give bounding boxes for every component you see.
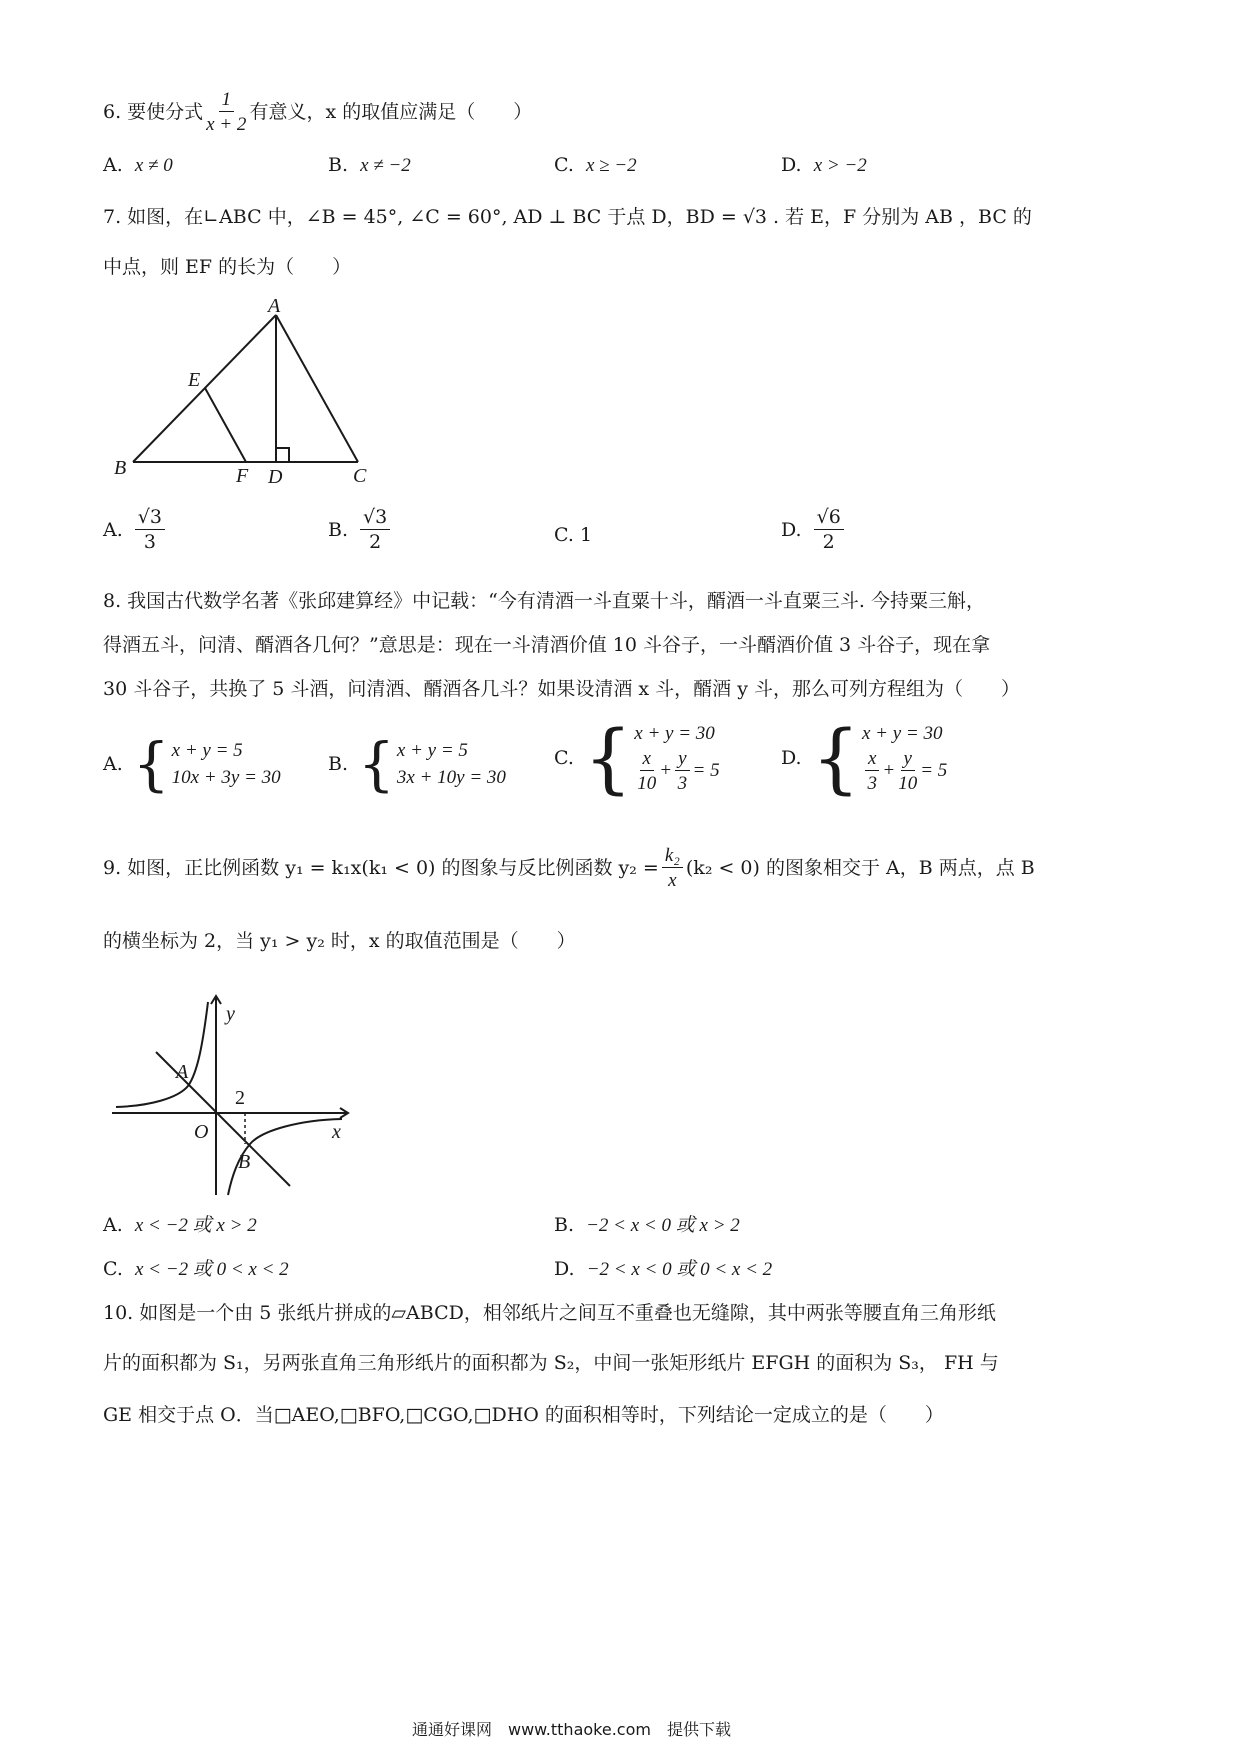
axis-x-label: x — [332, 1121, 341, 1143]
q6-option-b: B. x ≠ −2 — [328, 154, 411, 176]
q8-line1: 8. 我国古代数学名著《张邱建算经》中记载：“今有清酒一斗直粟十斗，醑酒一斗直粟三斗. 今持粟三斛， — [103, 590, 985, 612]
q10-line2: 片的面积都为 S₁，另两张直角三角形纸片的面积都为 S₂，中间一张矩形纸片 EFGH 的面积为 S₃， FH 与 — [103, 1352, 999, 1374]
q6-option-d: D. x > −2 — [781, 154, 867, 176]
q6-fraction — [206, 90, 246, 134]
q8-line2: 得酒五斗，问清、醑酒各几何？”意思是：现在一斗清酒价值 10 斗谷子，一斗醑酒价值 3 斗谷子，现在拿 — [103, 634, 991, 656]
q8-line3: 30 斗谷子，共换了 5 斗酒，问清酒、醑酒各几斗？如果设清酒 x 斗，醑酒 y 斗，那么可列方程组为（ ） — [103, 678, 1020, 700]
q7-option-b: B. $\frac{√3}{2}$ — [328, 508, 393, 552]
q8-option-a: A. { x + y = 5 10x + 3y = 30 — [103, 730, 281, 798]
q6-frac-num: 1 — [219, 90, 235, 112]
q6-option-a: A. x ≠ 0 — [103, 154, 173, 176]
q9-option-a: A. x < −2 或 x > 2 — [103, 1214, 257, 1236]
q9-line2: 的横坐标为 2，当 y₁ > y₂ 时，x 的取值范围是（ ） — [103, 930, 576, 952]
label-a: A — [268, 295, 281, 317]
label-d: D — [268, 466, 283, 488]
point-b-label: B — [238, 1151, 251, 1173]
q9-option-c: C. x < −2 或 0 < x < 2 — [103, 1258, 289, 1280]
q8-option-b: B. { x + y = 5 3x + 10y = 30 — [328, 730, 506, 798]
tick-2-label: 2 — [235, 1087, 245, 1109]
q6-suffix: 有意义，x 的取值应满足（ ） — [249, 100, 533, 123]
q7-option-a: A. $\frac{√3}{3}$ — [103, 508, 168, 552]
q10-line3: GE 相交于点 O．当□AEO,□BFO,□CGO,□DHO 的面积相等时，下列结论一定成立的是（ ） — [103, 1404, 944, 1426]
label-e: E — [188, 369, 201, 391]
point-a-label: A — [176, 1061, 189, 1083]
q9-line1: 9. 如图，正比例函数 y₁ = k₁x(k₁ < 0) 的图象与反比例函数 y₂ = $\frac{\text{k₂}}{x}$ (k₂ < 0) 的图象相交于 A，B 两点，点 B — [103, 845, 1035, 891]
page-footer: 通通好课网 www.tthaoke.com 提供下载 — [412, 1720, 731, 1739]
q6-prefix: 6. 要使分式 — [103, 100, 204, 123]
label-b: B — [114, 457, 127, 479]
q7-line2: 中点，则 EF 的长为（ ） — [103, 256, 352, 278]
q6-stem — [103, 90, 532, 134]
axis-y-label: y — [226, 1003, 235, 1025]
q8-option-d: D. { x + y = 30 $\frac{x}{3}$ + $\frac{y}{10}$ = 5 — [781, 713, 948, 802]
origin-label: O — [194, 1121, 209, 1143]
label-c: C — [353, 465, 367, 487]
q7-triangle-figure — [100, 290, 400, 500]
q6-option-c: C. x ≥ −2 — [554, 154, 637, 176]
q9-option-d: D. −2 < x < 0 或 0 < x < 2 — [554, 1258, 773, 1280]
q9-option-b: B. −2 < x < 0 或 x > 2 — [554, 1214, 740, 1236]
q10-line1: 10. 如图是一个由 5 张纸片拼成的▱ABCD，相邻纸片之间互不重叠也无缝隙，其中两张等腰直角三角形纸 — [103, 1302, 996, 1324]
label-f: F — [236, 465, 249, 487]
q7-line1: 7. 如图，在∟ABC 中，∠B = 45°, ∠C = 60°, AD ⊥ BC 于点 D，BD = √3 . 若 E，F 分别为 AB ，BC 的 — [103, 206, 1032, 228]
q7-option-c: C. 1 — [554, 524, 593, 546]
q6-frac-den: x + 2 — [206, 114, 247, 135]
q8-option-c: C. { x + y = 30 $\frac{x}{10}$ + $\frac{y}{3}$ = 5 — [554, 713, 720, 802]
q9-function-graph — [110, 990, 360, 1205]
q7-option-d: D. $\frac{√6}{2}$ — [781, 508, 847, 552]
